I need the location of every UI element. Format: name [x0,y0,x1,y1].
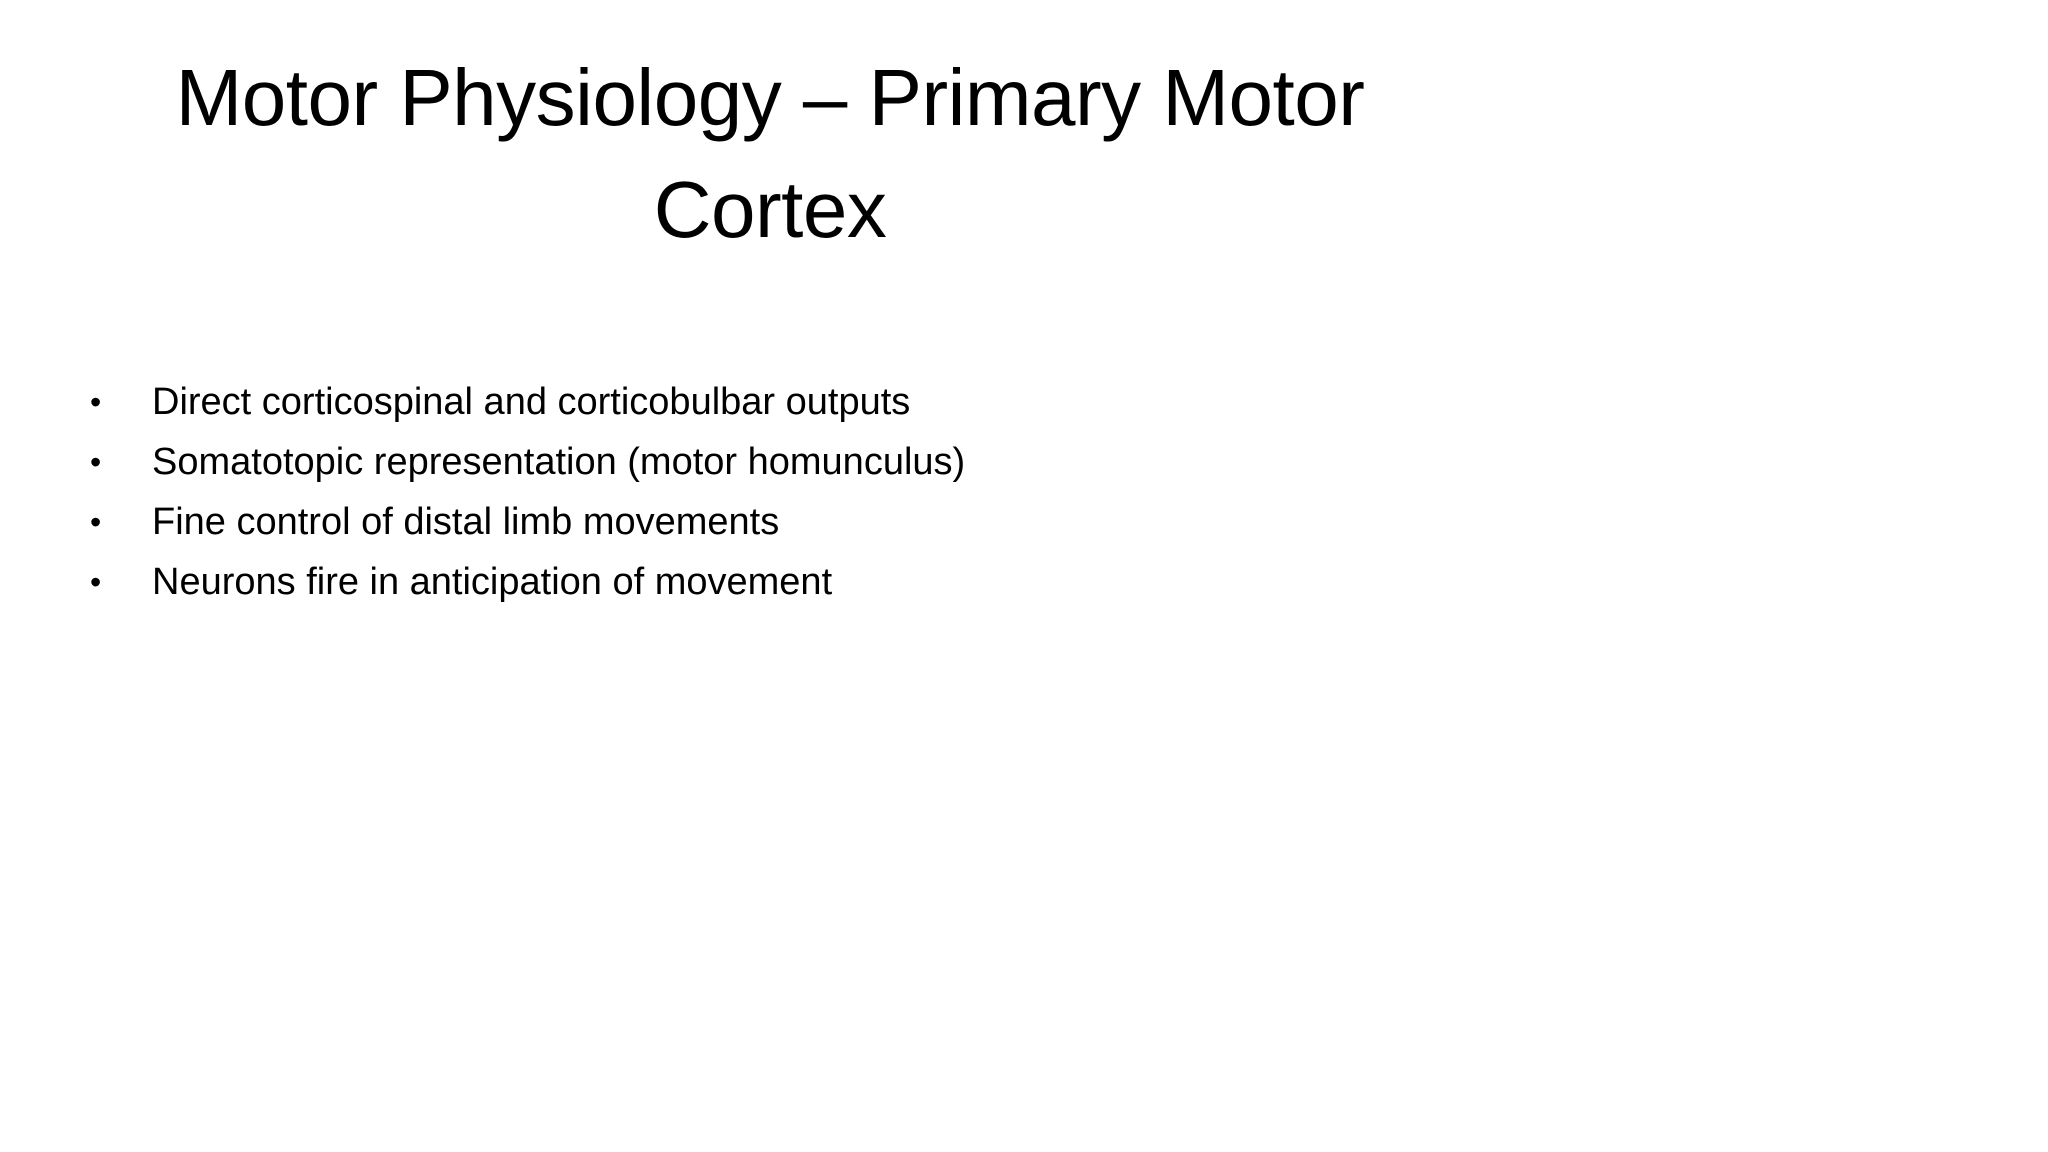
bullet-icon: • [90,444,102,480]
list-item [90,492,965,552]
list-item [90,372,965,432]
bullet-icon: • [90,504,102,540]
bullet-text: Neurons fire in anticipation of movement [152,561,833,603]
bullet-list [90,372,965,612]
list-item [90,432,965,492]
bullet-text: Somatotopic representation (motor homunculus) [152,441,966,483]
bullet-text: Fine control of distal limb movements [152,501,780,543]
list-item [90,552,965,612]
slide-title: Motor Physiology – Primary Motor Cortex [175,53,1365,254]
bullet-icon: • [90,384,102,420]
bullet-icon: • [90,564,102,600]
bullet-text: Direct corticospinal and corticobulbar outputs [152,381,911,423]
